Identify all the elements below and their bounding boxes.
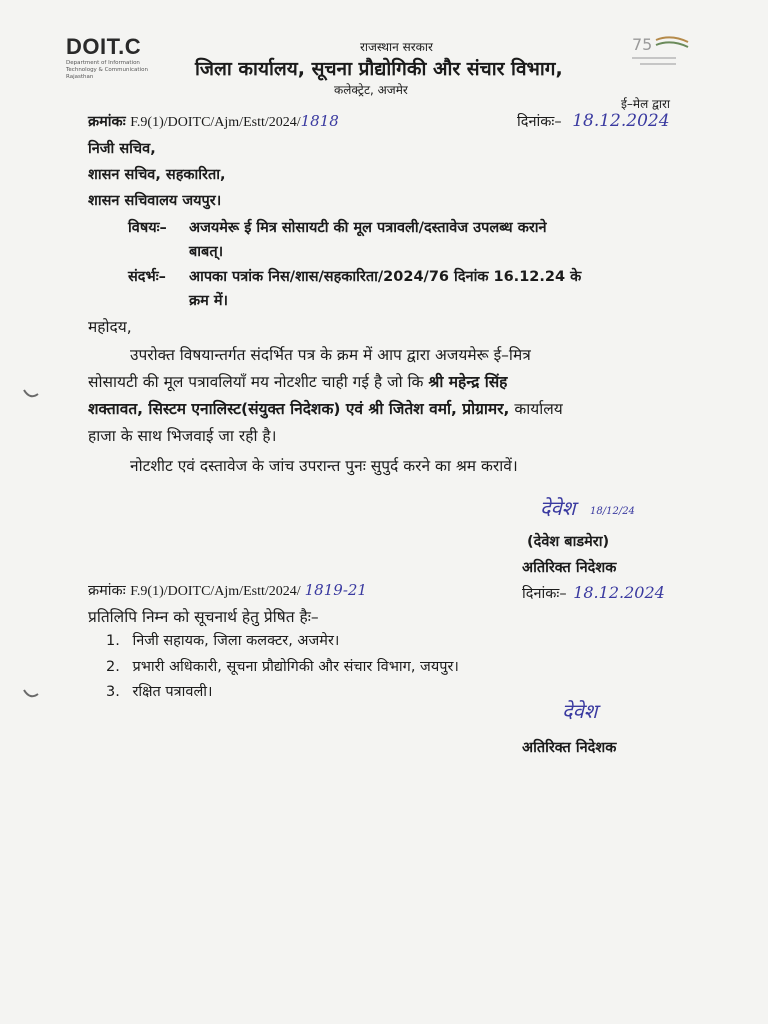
doitc-logo-text: DOIT.C: [66, 34, 142, 59]
ref1-line: [88, 111, 339, 131]
ref1-hand-number: 1818: [300, 112, 339, 130]
copy-item-1-text: निजी सहायक, जिला कलक्टर, अजमेर।: [132, 633, 340, 649]
doitc-logo-subtext: Department of Information Technology & Communication Rajasthan: [66, 60, 148, 80]
signature-1-date: 18/12/24: [590, 506, 635, 517]
anniversary-emblem-icon: [626, 30, 696, 74]
office-title: जिला कार्यालय, सूचना प्रौद्योगिकी और संचार विभाग,: [195, 58, 563, 80]
ref1-date-label: दिनांकः–: [517, 114, 562, 130]
ref2-line: [88, 580, 367, 600]
signature-2-scribble: देवेश: [562, 699, 598, 723]
svg-text:75: 75: [632, 35, 653, 54]
copy-item-2: [106, 656, 459, 676]
signatory-2-designation: अतिरिक्त निदेशक: [522, 740, 617, 756]
subject-line-2: बाबत्।: [189, 244, 224, 260]
body-line-3: [88, 397, 563, 419]
office-location: कलेक्ट्रेट, अजमेर: [334, 83, 408, 97]
copy-item-2-number: 2.: [106, 659, 120, 675]
via-email: ई–मेल द्वारा: [621, 97, 671, 111]
copy-item-1: [106, 630, 339, 650]
signatory-1-designation: अतिरिक्त निदेशक: [522, 560, 617, 576]
addressee-line-1: निजी सचिव,: [88, 141, 156, 157]
copy-item-2-text: प्रभारी अधिकारी, सूचना प्रौद्योगिकी और संचार विभाग, जयपुर।: [132, 659, 459, 675]
body-line-3-text: कार्यालय: [514, 400, 563, 418]
subject-label: विषयः–: [128, 220, 167, 236]
doitc-logo: [66, 34, 176, 80]
reference-line-1: आपका पत्रांक निस/शास/सहकारिता/2024/76 दिनांक 16.12.24 के: [189, 269, 582, 285]
salutation: महोदय,: [88, 318, 132, 336]
signature-1-scribble: देवेश: [540, 496, 576, 520]
punch-hole-bottom-icon: [20, 682, 42, 712]
body-line-2: [88, 370, 507, 392]
body-line-3-bold: शक्तावत, सिस्टम एनालिस्ट(संयुक्त निदेशक) एवं श्री जितेश वर्मा, प्रोग्रामर,: [88, 400, 510, 418]
addressee-line-3: शासन सचिवालय जयपुर।: [88, 193, 222, 209]
reference-label: संदर्भः–: [128, 269, 166, 285]
subject-line-1: अजयमेरू ई मित्र सोसायटी की मूल पत्रावली/दस्तावेज उपलब्ध कराने: [189, 220, 547, 236]
body-line-2-bold: श्री महेन्द्र सिंह: [428, 373, 508, 391]
copy-item-1-number: 1.: [106, 633, 120, 649]
ref2-label: क्रमांकः: [88, 583, 126, 599]
ref2-number: F.9(1)/DOITC/Ajm/Estt/2024/: [130, 584, 301, 599]
ref1-number: F.9(1)/DOITC/Ajm/Estt/2024/: [130, 115, 301, 130]
ref2-hand-number: 1819-21: [304, 581, 367, 599]
signatory-1-name: (देवेश बाडमेरा): [527, 534, 610, 550]
ref1-label: क्रमांकः: [88, 114, 126, 130]
ref1-date-line: [517, 111, 670, 131]
copy-item-3-number: 3.: [106, 684, 120, 700]
body-line-4: हाजा के साथ भिजवाई जा रही है।: [88, 427, 277, 445]
ref2-date: 18.12.2024: [573, 583, 665, 602]
body-line-2-text: सोसायटी की मूल पत्रावलियाँ मय नोटशीट चाही गई है जो कि: [88, 373, 424, 391]
body-line-1: उपरोक्त विषयान्तर्गत संदर्भित पत्र के क्रम में आप द्वारा अजयमेरू ई–मित्र: [130, 346, 531, 364]
gov-title: राजस्थान सरकार: [360, 40, 433, 54]
body-line-5: नोटशीट एवं दस्तावेज के जांच उपरान्त पुनः सुपुर्द करने का श्रम करावें।: [130, 457, 518, 475]
ref1-date: 18.12.2024: [572, 111, 670, 131]
copy-item-3: [106, 681, 213, 701]
punch-hole-top-icon: [20, 380, 42, 410]
reference-line-2: क्रम में।: [189, 293, 229, 309]
addressee-line-2: शासन सचिव, सहकारिता,: [88, 167, 226, 183]
ref2-date-label: दिनांकः–: [522, 586, 567, 602]
ref2-date-line: [522, 583, 665, 603]
copy-item-3-text: रक्षित पत्रावली।: [132, 684, 213, 700]
copy-intro: प्रतिलिपि निम्न को सूचनार्थ हेतु प्रेषित हैः–: [88, 608, 319, 626]
